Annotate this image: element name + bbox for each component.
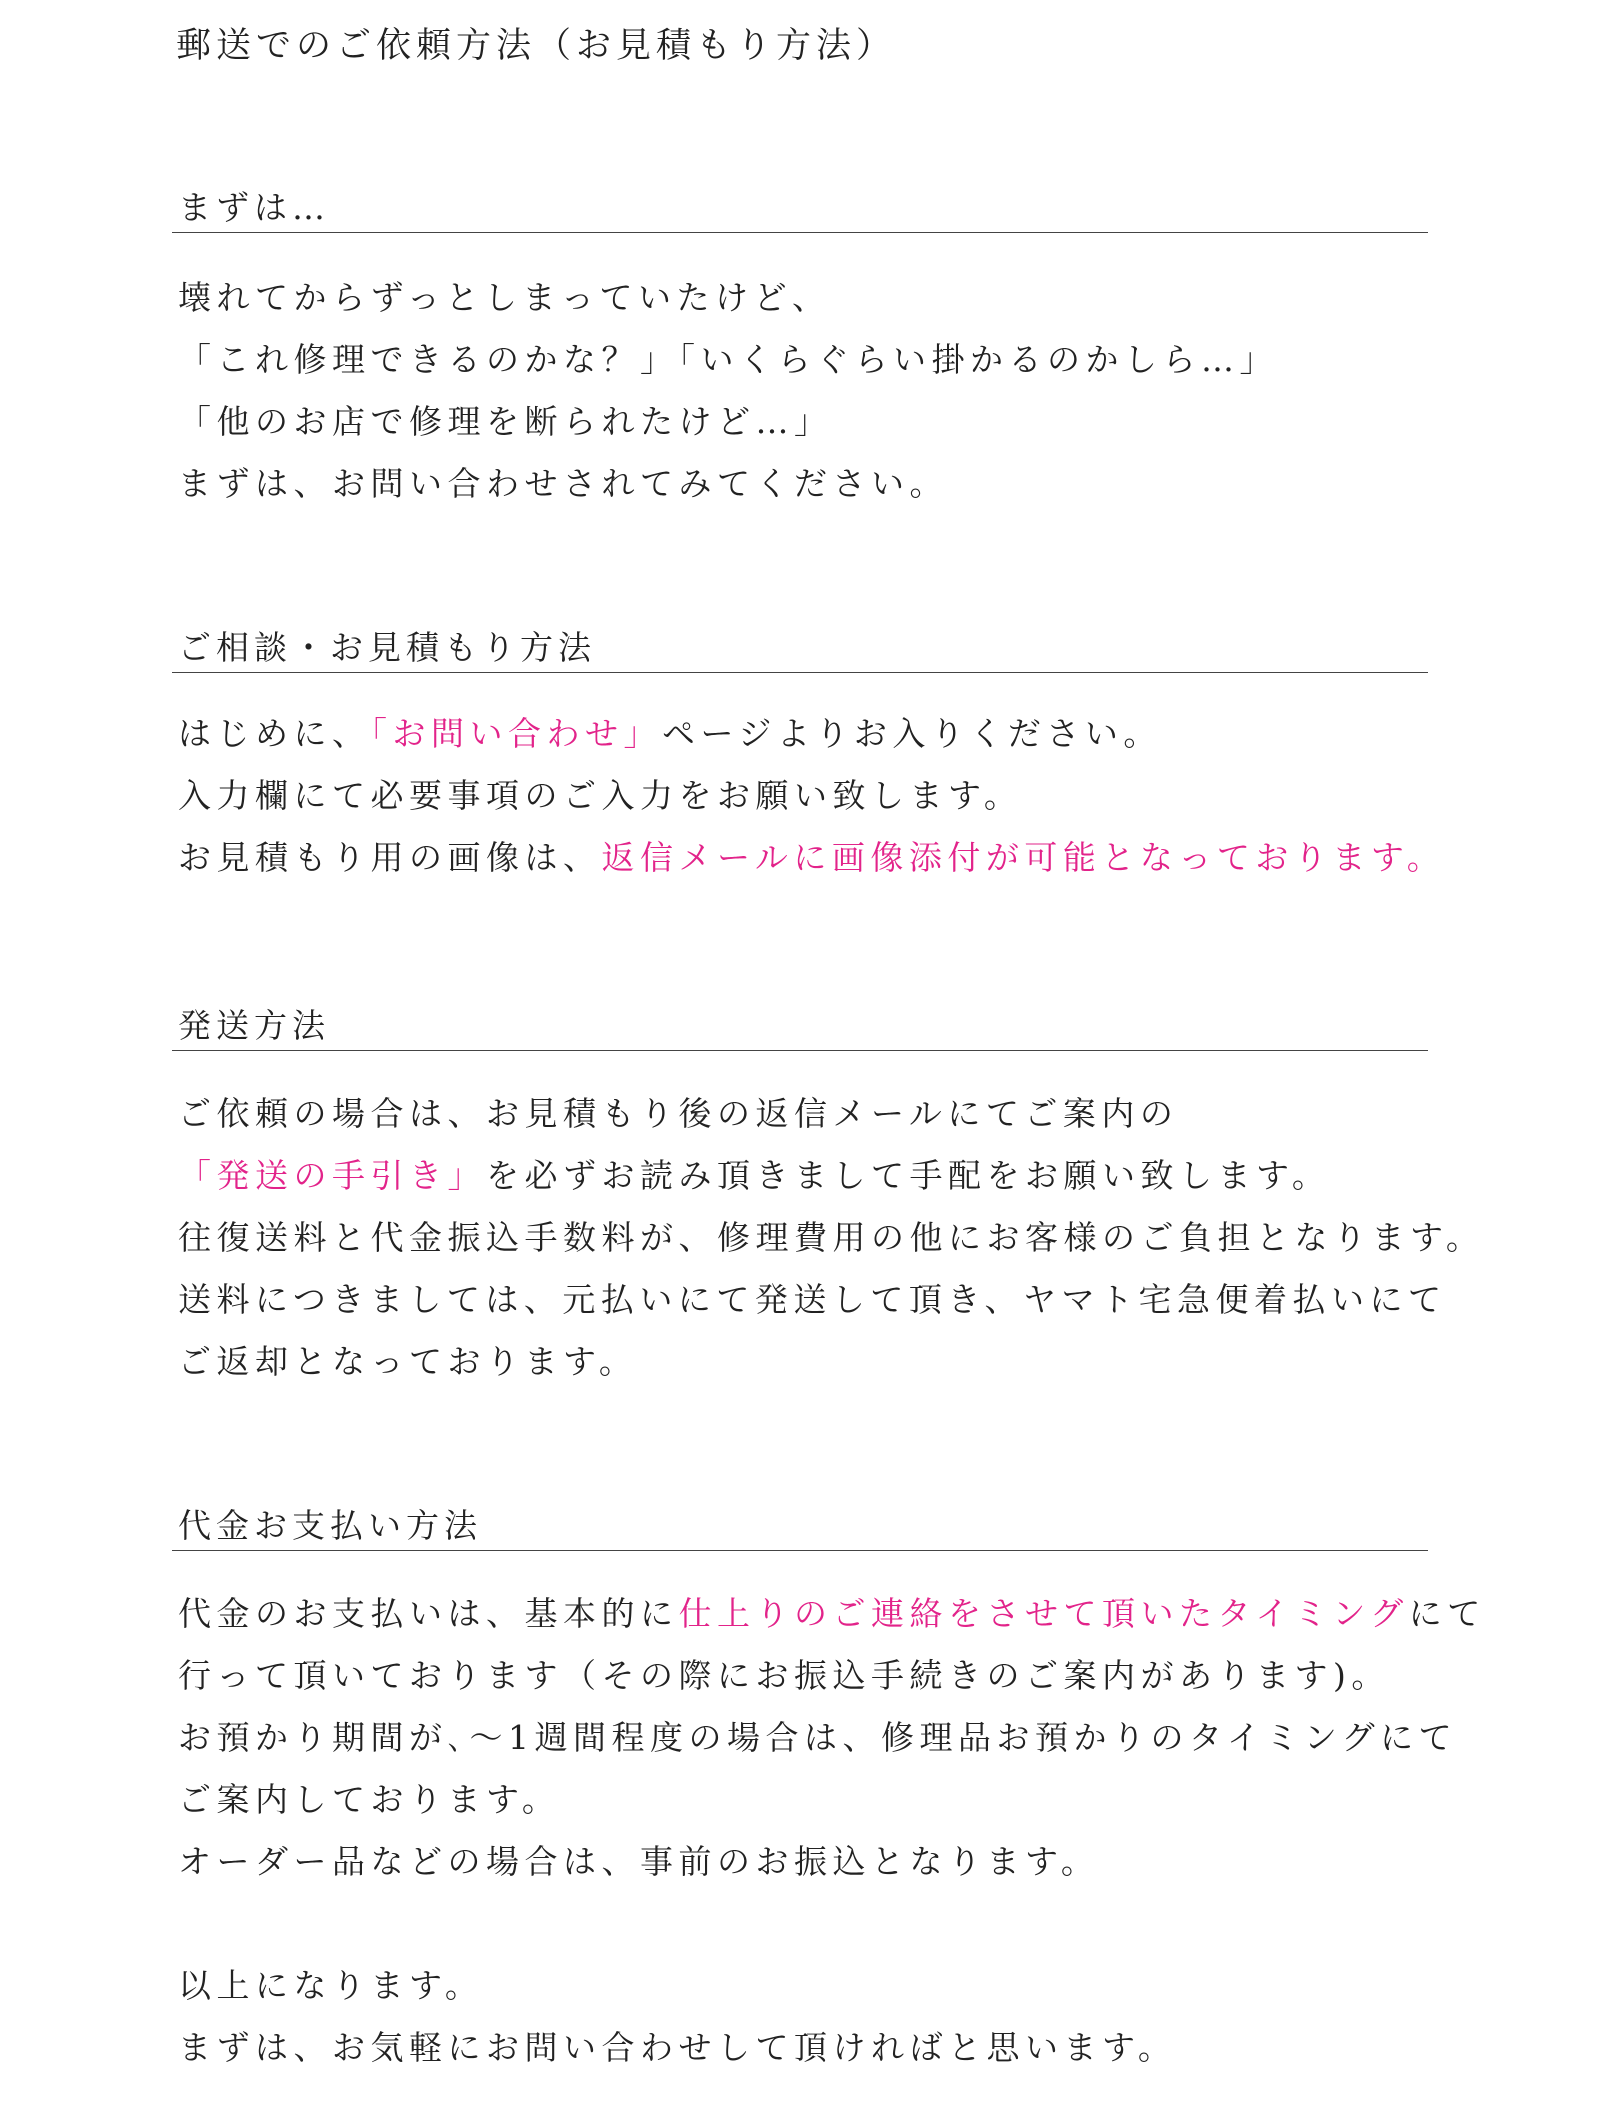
shipping-guide-link[interactable]: 「発送の手引き」: [178, 1156, 486, 1195]
intro-line-4: まずは、お問い合わせされてみてください。: [178, 464, 948, 503]
contact-page-link[interactable]: 「お問い合わせ」: [370, 714, 662, 753]
payment-line-5: オーダー品などの場合は、事前のお振込となります。: [178, 1842, 1100, 1881]
intro-line-3: 「他のお店で修理を断られたけど…」: [178, 402, 833, 441]
consult-line-1-post: ページよりお入りください。: [662, 714, 1162, 753]
section-body-intro: [172, 233, 1428, 515]
shipping-line-3: 往復送料と代金振込手数料が、修理費用の他にお客様のご負担となります。: [178, 1218, 1485, 1257]
section-body-consult: [172, 673, 1446, 889]
section-heading-intro: まずは…: [172, 186, 1428, 233]
section-shipping: [172, 1004, 1485, 1393]
section-payment: [172, 1504, 1486, 2079]
payment-line-1: [178, 1583, 1486, 1645]
shipping-line-2-post: を必ずお読み頂きまして手配をお願い致します。: [486, 1156, 1331, 1195]
payment-line-3: お預かり期間が､～1週間程度の場合は、修理品お預かりのタイミングにて: [178, 1718, 1458, 1757]
payment-timing-note: 仕上りのご連絡をさせて頂いたタイミング: [678, 1594, 1409, 1633]
section-consult: [172, 626, 1446, 889]
payment-line-4: ご案内しております。: [178, 1780, 561, 1819]
payment-line-1-pre: 代金のお支払いは、基本的に: [178, 1594, 679, 1633]
consult-line-3: [178, 827, 1446, 889]
payment-line-2: 行って頂いております（その際にお振込手続きのご案内があります)。: [178, 1656, 1390, 1695]
section-intro: [172, 186, 1428, 515]
shipping-line-5: ご返却となっております。: [178, 1342, 638, 1381]
intro-line-2: 「これ修理できるのかな？」「いくらぐらい掛かるのかしら…」: [178, 340, 1278, 379]
section-heading-shipping: 発送方法: [172, 1004, 1428, 1051]
intro-line-1: 壊れてからずっとしまっていたけど、: [178, 278, 831, 317]
consult-line-1: [178, 703, 1428, 765]
shipping-line-1: ご依頼の場合は、お見積もり後の返信メールにてご案内の: [178, 1094, 1179, 1133]
section-heading-payment: 代金お支払い方法: [172, 1504, 1428, 1551]
page-title: 郵送でのご依頼方法（お見積もり方法）: [176, 26, 897, 66]
consult-line-1-pre: はじめに、: [178, 714, 371, 753]
consult-line-2: 入力欄にて必要事項のご入力をお願い致します。: [178, 776, 1023, 815]
image-attach-note: 返信メールに画像添付が可能となっております。: [601, 838, 1446, 877]
shipping-line-2: [178, 1145, 1428, 1207]
payment-spacer: [178, 1893, 1428, 1955]
shipping-line-4: 送料につきましては、元払いにて発送して頂き、ヤマト宅急便着払いにて: [178, 1280, 1447, 1319]
consult-line-3-pre: お見積もり用の画像は、: [178, 838, 602, 877]
payment-line-1-post: にて: [1408, 1594, 1486, 1633]
section-body-shipping: [172, 1051, 1485, 1393]
payment-line-7: まずは、お気軽にお問い合わせして頂ければと思います。: [178, 2028, 1177, 2067]
section-heading-consult: ご相談・お見積もり方法: [172, 626, 1428, 673]
section-body-payment: [172, 1551, 1486, 2079]
payment-line-6: 以上になります。: [178, 1966, 484, 2005]
